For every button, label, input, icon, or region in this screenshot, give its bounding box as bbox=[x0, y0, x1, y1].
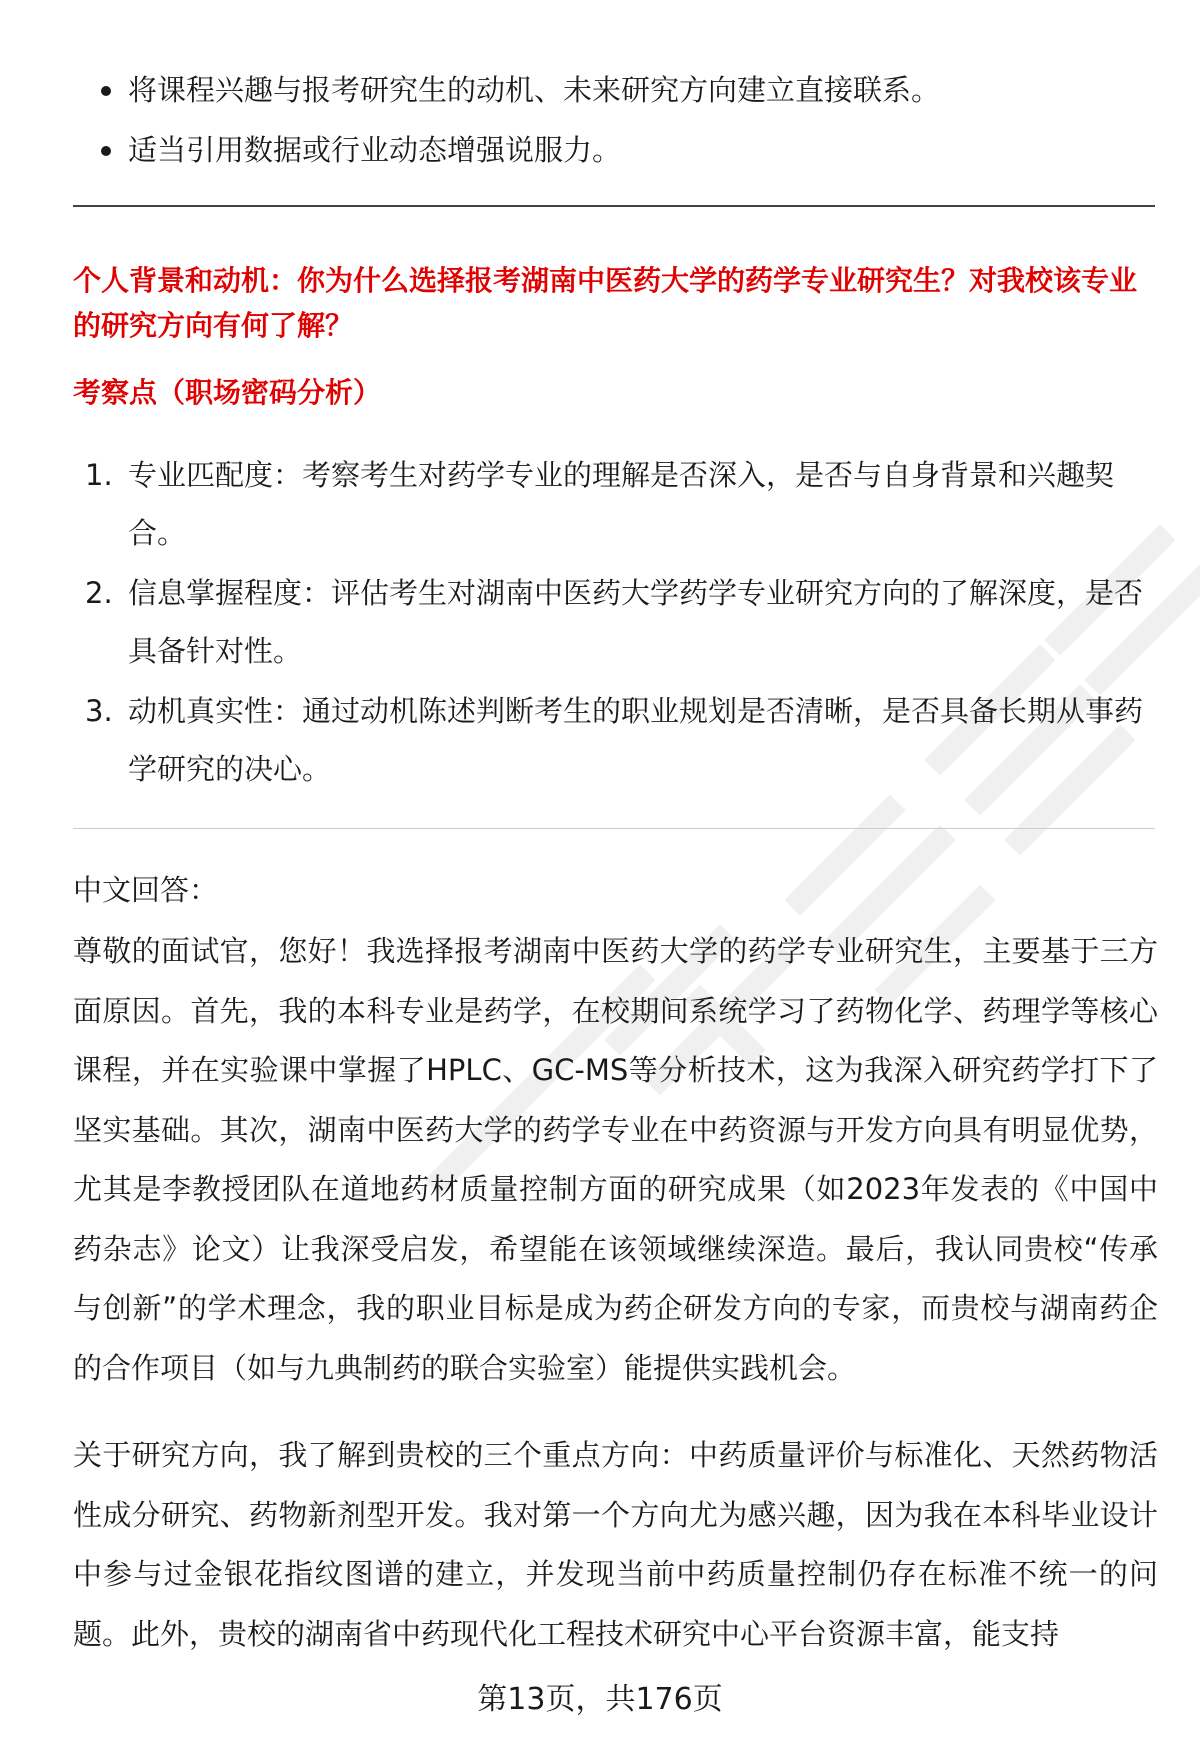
answer-paragraph: 关于研究方向，我了解到贵校的三个重点方向：中药质量评价与标准化、天然药物活性成分研究、药物新剂型开发。我对第一个方向尤为感兴趣，因为我在本科毕业设计中参与过金银花指纹图谱的建立，并发现当前中药质量控制仍存在标准不统一的问题。此外，贵校的湖南省中药现代化工程技术研究中心平台资源丰富，能支持 bbox=[73, 1438, 1158, 1651]
bullet-list bbox=[73, 66, 1155, 186]
list-item bbox=[73, 126, 1155, 186]
bullet-text: 将课程兴趣与报考研究生的动机、未来研究方向建立直接联系。 bbox=[128, 73, 941, 107]
item-number: 2. bbox=[85, 576, 113, 610]
assessment-points-heading: 考察点（职场密码分析） bbox=[73, 376, 382, 409]
item-number: 3. bbox=[85, 694, 113, 728]
bullet-dot-icon bbox=[101, 146, 111, 156]
item-text: 信息掌握程度：评估考生对湖南中医药大学药学专业研究方向的了解深度，是否具备针对性。 bbox=[128, 576, 1144, 668]
list-item bbox=[73, 682, 1155, 798]
answer-label: 中文回答： bbox=[73, 873, 219, 907]
assessment-points-list bbox=[73, 446, 1155, 800]
question-heading: 个人背景和动机：你为什么选择报考湖南中医药大学的药学专业研究生？对我校该专业的研究方向有何了解？ bbox=[73, 264, 1138, 342]
item-number: 1. bbox=[85, 458, 113, 492]
list-item bbox=[73, 66, 1155, 126]
bullet-dot-icon bbox=[101, 86, 111, 96]
page-number: 第13页，共176页 bbox=[477, 1682, 723, 1717]
list-item bbox=[73, 564, 1155, 680]
section-divider bbox=[73, 828, 1155, 829]
bullet-text: 适当引用数据或行业动态增强说服力。 bbox=[128, 133, 622, 167]
list-item bbox=[73, 446, 1155, 562]
item-text: 专业匹配度：考察考生对药学专业的理解是否深入，是否与自身背景和兴趣契合。 bbox=[128, 458, 1115, 550]
answer-paragraph: 尊敬的面试官，您好！我选择报考湖南中医药大学的药学专业研究生，主要基于三方面原因。首先，我的本科专业是药学，在校期间系统学习了药物化学、药理学等核心课程，并在实验课中掌握了HPLC、GC-MS等分析技术，这为我深入研究药学打下了坚实基础。其次，湖南中医药大学的药学专业在中药资源与开发方向具有明显优势，尤其是李教授团队在道地药材质量控制方面的研究成果（如2023年发表的《中国中药杂志》论文）让我深受启发，希望能在该领域继续深造。最后，我认同贵校“传承与创新”的学术理念，我的职业目标是成为药企研发方向的专家，而贵校与湖南药企的合作项目（如与九典制药的联合实验室）能提供实践机会。 bbox=[73, 934, 1158, 1385]
section-divider bbox=[73, 205, 1155, 207]
item-text: 动机真实性：通过动机陈述判断考生的职业规划是否清晰，是否具备长期从事药学研究的决心。 bbox=[128, 694, 1144, 786]
